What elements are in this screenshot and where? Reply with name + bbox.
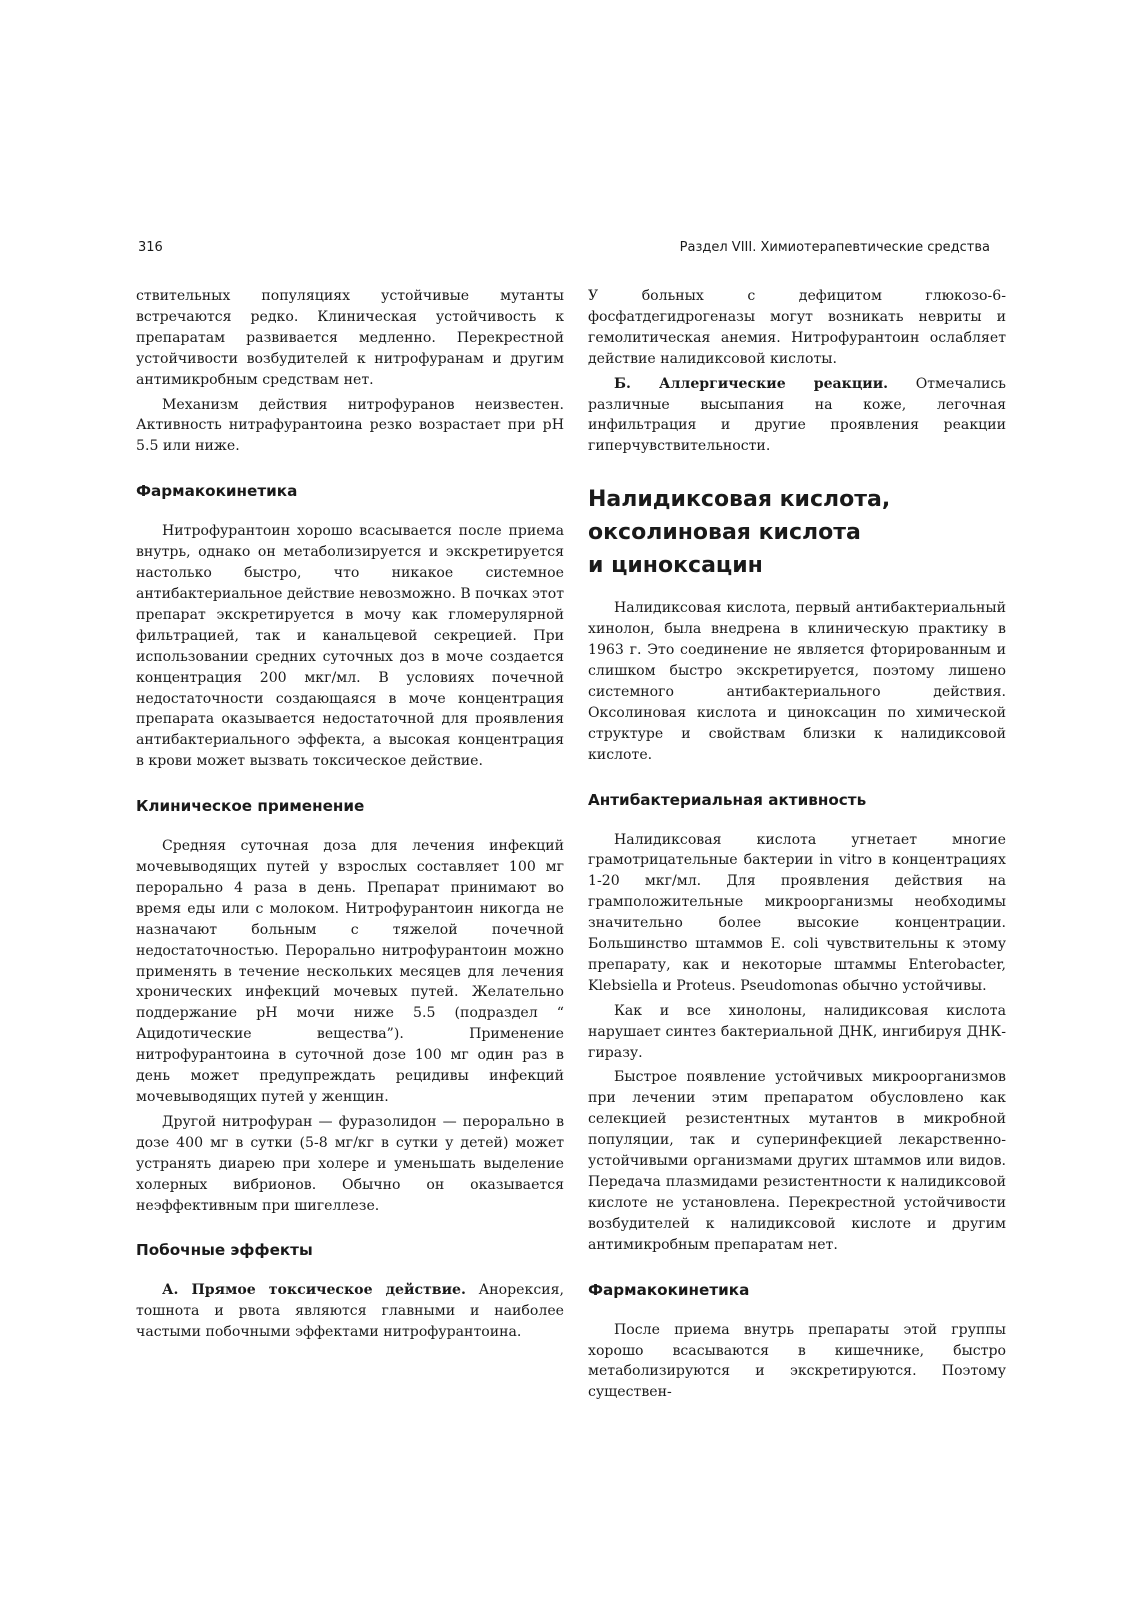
- run-in-heading: А. Прямое токсическое действие.: [162, 1282, 466, 1299]
- paragraph: Механизм действия нитрофуранов неизвестен. Активность нитрафурантоина резко возрастает при pH 5.5 или ниже.: [136, 396, 564, 455]
- chapter-title-line: оксолиновая кислота: [588, 520, 861, 546]
- paragraph-text: Отмечались различные высыпания на коже, легочная инфильтрация и другие проявления реакции гиперчувствительности.: [588, 375, 1006, 455]
- paragraph: Другой нитрофуран — фуразолидон — перорально в дозе 400 мг в сутки (5-8 мг/кг в сутки у детей) может устранять диарею при холере и уменьшать выделение холерных вибрионов. Обычно он оказывается неэффективным при шигеллезе.: [136, 1113, 564, 1214]
- paragraph: После приема внутрь препараты этой группы хорошо всасываются в кишечнике, быстро метаболизируются и экскретируются. Поэтому существен-: [588, 1321, 1006, 1401]
- page-number: 316: [138, 240, 163, 255]
- paragraph: Налидиксовая кислота угнетает многие грамотрицательные бактерии in vitro в концентрациях 1-20 мкг/мл. Для проявления действия на грамположительные микроорганизмы необходимы значительно более высокие концентрации. Большинство штаммов E. coli чувствительны к этому препарату, как и некоторые штаммы Enterobacter, Klebsiella и Proteus. Pseudomonas обычно устойчивы.: [588, 831, 1006, 994]
- paragraph-text: Анорексия, тошнота и рвота являются главными и наиболее частыми побочными эффектами нитрофурантоина.: [136, 1282, 564, 1341]
- section-heading-clinical-use: Клиническое применение: [136, 797, 365, 816]
- paragraph: Как и все хинолоны, налидиксовая кислота нарушает синтез бактериальной ДНК, ингибируя ДНК-гиразу.: [588, 1002, 1006, 1061]
- paragraph: У больных с дефицитом глюкозо-6-фосфатдегидрогеназы могут возникать невриты и гемолитическая анемия. Нитрофурантоин ослабляет действие налидиксовой кислоты.: [588, 288, 1006, 367]
- left-column: [136, 286, 564, 1347]
- chapter-title: [588, 483, 1006, 582]
- section-heading-pharmacokinetics: Фармакокинетика: [136, 482, 298, 501]
- running-head: Раздел VIII. Химиотерапевтические средства: [679, 240, 990, 255]
- section-heading-antibacterial-activity: Антибактериальная активность: [588, 790, 867, 809]
- paragraph: Средняя суточная доза для лечения инфекций мочевыводящих путей у взрослых составляет 100 мг перорально 4 раза в день. Препарат принимают во время еды или с молоком. Нитрофурантоин никогда не назначают больным с тяжелой почечной недостаточностью. Перорально нитрофурантоин можно применять в течение нескольких месяцев для лечения хронических инфекций мочевых путей. Желательно поддержание pH мочи ниже 5.5 (подраздел “ Ацидотические вещества”). Применение нитрофурантоина в суточной дозе 100 мг один раз в день может предупреждать рецидивы инфекций мочевыводящих путей у женщин.: [136, 838, 564, 1105]
- paragraph: [588, 374, 1006, 458]
- section-heading-pharmacokinetics: Фармакокинетика: [588, 1280, 750, 1299]
- paragraph: [136, 1280, 564, 1343]
- paragraph: Нитрофурантоин хорошо всасывается после приема внутрь, однако он метаболизируется и экскретируется настолько быстро, что никакое системное антибактериальное действие невозможно. В почках этот препарат экскретируется в мочу как гломерулярной фильтрацией, так и канальцевой секрецией. При использовании средних суточных доз в моче создается концентрация 200 мкг/мл. В условиях почечной недостаточности создающаяся в моче концентрация препарата оказывается недостаточной для проявления антибактериального эффекта, а высокая концентрация в крови может вызвать токсическое действие.: [136, 523, 564, 770]
- section-heading-side-effects: Побочные эффекты: [136, 1241, 313, 1260]
- chapter-title-line: и циноксацин: [588, 553, 763, 579]
- page-header: [138, 240, 990, 260]
- paragraph: Налидиксовая кислота, первый антибактериальный хинолон, была внедрена в клиническую практику в 1963 г. Это соединение не является фторированным и слишком быстро экскретируется, поэтому лишено системного антибактериального действия. Оксолиновая кислота и циноксацин по химической структуре и свойствам близки к налидиксовой кислоте.: [588, 600, 1006, 763]
- run-in-heading: Б. Аллергические реакции.: [614, 375, 889, 392]
- paragraph: Быстрое появление устойчивых микроорганизмов при лечении этим препаратом обусловлено как селекцией резистентных мутантов в микробной популяции, так и суперинфекцией лекарственно-устойчивыми организмами других штаммов или видов. Передача плазмидами резистентности к налидиксовой кислоте не установлена. Перекрестной устойчивости возбудителей к налидиксовой кислоте и другим антимикробным препаратам нет.: [588, 1069, 1006, 1253]
- chapter-title-line: Налидиксовая кислота,: [588, 487, 891, 513]
- right-column: [588, 286, 1006, 1407]
- paragraph: ствительных популяциях устойчивые мутанты встречаются редко. Клиническая устойчивость к препаратам развивается медленно. Перекрестной устойчивости возбудителей к нитрофуранам и другим антимикробным средствам нет.: [136, 288, 564, 388]
